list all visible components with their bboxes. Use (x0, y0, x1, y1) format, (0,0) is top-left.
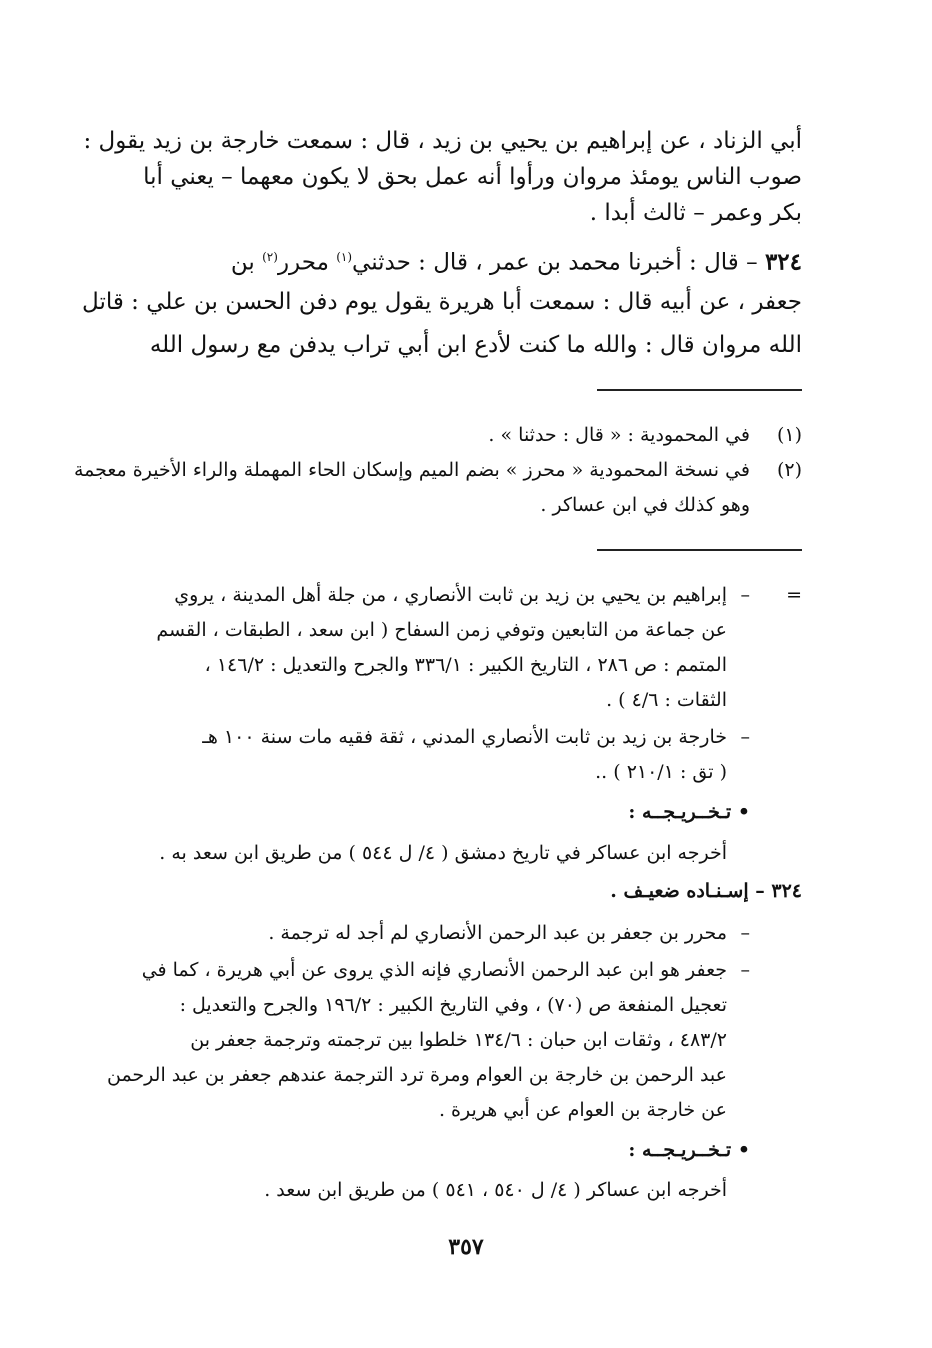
footnote-text-2-cont: وهو كذلك في ابن عساكر . (540, 494, 750, 516)
hadith-text-b: محرر (277, 249, 337, 276)
hadith-text-a: – قال : أخبرنا محمد بن عمر ، قال : حدثني (352, 249, 765, 276)
bio-ibrahim-line-1: إبراهيم بن يحيي بن زيد بن ثابت الأنصاري ، من جلة أهل المدينة ، يروي (174, 584, 727, 606)
isnad-title: – إسـنـاده ضعيـف . (610, 880, 772, 902)
main-text-line-3: بكر وعمر – ثالث أبدا . (589, 200, 802, 226)
takhrij-heading-1 (628, 797, 750, 827)
bullet-dash-2: – (740, 726, 750, 748)
bullet-icon: • (737, 1139, 750, 1161)
isnad-heading (610, 876, 802, 906)
footnote-marker-1: (١) (776, 424, 802, 446)
bio-kharija-line-1: خارجة بن زيد بن ثابت الأنصاري المدني ، ثقة فقيه مات سنة ١٠٠ هـ (202, 726, 727, 748)
takhrij-heading-2 (628, 1135, 750, 1165)
bio-kharija-line-2: ( تق : ٢١٠/١ ) .. (595, 761, 727, 783)
bio-ibrahim-line-3: المتمم : ص ٢٨٦ ، التاريخ الكبير : ٣٣٦/١ والجرح والتعديل : ١٤٦/٢ ، (204, 654, 727, 676)
main-text-line-1: أبي الزناد ، عن إبراهيم بن يحيي بن زيد ، قال : سمعت خارجة بن زيد يقول : (83, 128, 802, 154)
bullet-dash-1: – (740, 584, 750, 606)
footnote-ref-1: (١) (336, 250, 353, 264)
takhrij-text-1: أخرجه ابن عساكر في تاريخ دمشق ( ٤/ ل ٥٤٤ ) من طريق ابن سعد به . (159, 842, 727, 864)
bio-muharrar: محرر بن جعفر بن عبد الرحمن الأنصاري لم أجد له ترجمة . (268, 922, 727, 944)
takhrij-title-2: تـخــريـجــه : (628, 1139, 732, 1161)
bullet-icon: • (737, 801, 750, 823)
hadith-line-2: جعفر ، عن أبيه قال : سمعت أبا هريرة يقول يوم دفن الحسن بن علي : قاتل (82, 289, 802, 315)
hadith-line-3: الله مروان قال : والله ما كنت لأدع ابن أبي تراب يدفن مع رسول الله (149, 332, 802, 358)
bio-ibrahim-line-4: الثقات : ٤/٦ ) . (606, 689, 727, 711)
continuation-mark: = (786, 584, 802, 606)
bio-jafar-line-3: ٤٨٣/٢ ، وثقات ابن حبان : ١٣٤/٦ خلطوا بين ترجمته وترجمة جعفر بن (190, 1029, 727, 1051)
bullet-dash-4: – (740, 959, 750, 981)
bio-ibrahim-line-2: عن جماعة من التابعين وتوفي زمن السفاح ( ابن سعد ، الطبقات ، القسم (156, 619, 727, 641)
footnote-1 (777, 420, 802, 450)
bio-jafar-line-1: جعفر هو ابن عبد الرحمن الأنصاري فإنه الذي يروى عن أبي هريرة ، كما في (141, 959, 727, 981)
bio-jafar-line-5: عن خارجة بن العوام عن أبي هريرة . (438, 1099, 727, 1121)
takhrij-text-2: أخرجه ابن عساكر ( ٤/ ل ٥٤٠ ، ٥٤١ ) من طريق ابن سعد . (264, 1179, 727, 1201)
hadith-text-c: بن (230, 249, 263, 276)
hadith-number: ٣٢٤ (764, 248, 802, 276)
footnote-marker-2: (٢) (776, 459, 802, 481)
hadith-line-1 (231, 240, 802, 280)
footnote-text-1: في المحمودية : « قال : حدثنا » . (488, 424, 750, 446)
commentary-separator (597, 549, 802, 551)
footnote-ref-2: (٢) (262, 250, 278, 264)
bio-jafar-line-2: تعجيل المنفعة ص (٧٠) ، وفي التاريخ الكبير : ١٩٦/٢ والجرح والتعديل : (179, 994, 727, 1016)
footnote-separator (597, 389, 802, 391)
main-text-line-2: صوب الناس يومئذ مروان ورأوا أنه عمل بحق لا يكون معهما – يعني أبا (143, 164, 802, 190)
takhrij-title-1: تـخــريـجــه : (628, 801, 732, 823)
bio-jafar-line-4: عبد الرحمن بن خارجة بن العوام ومرة ترد الترجمة عندهم جعفر بن عبد الرحمن (106, 1064, 727, 1086)
page-number: ٣٥٧ (448, 1234, 484, 1260)
bullet-dash-3: – (740, 922, 750, 944)
isnad-number: ٣٢٤ (771, 880, 802, 902)
footnote-text-2: في نسخة المحمودية « محرز » بضم الميم وإسكان الحاء المهملة والراء الأخيرة معجمة (73, 459, 750, 481)
